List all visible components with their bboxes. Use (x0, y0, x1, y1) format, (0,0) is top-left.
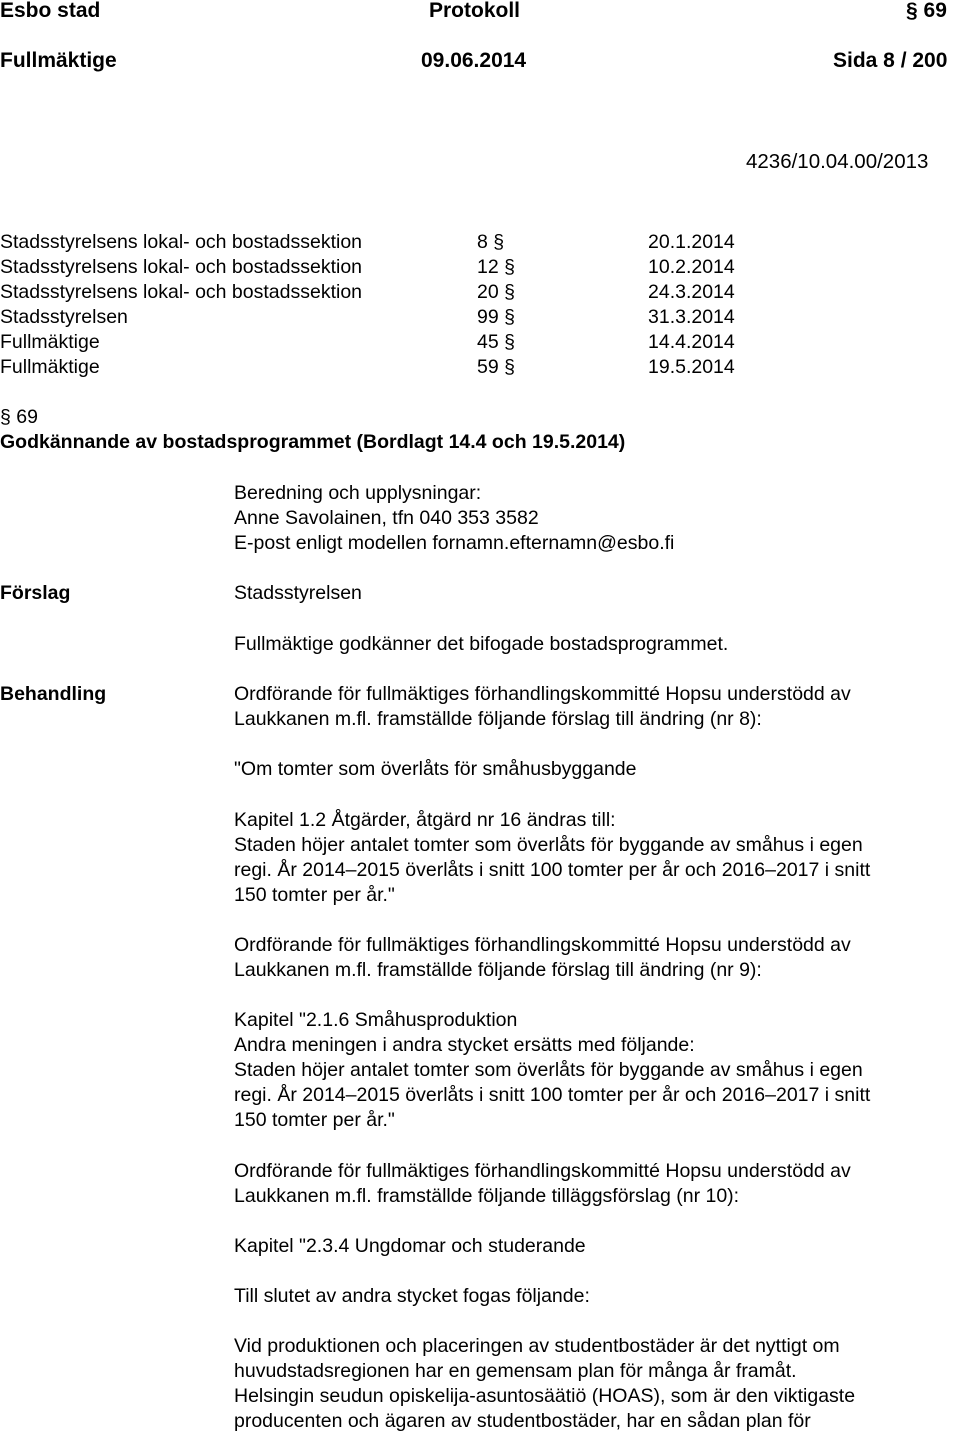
handling-line: Laukkanen m.fl. framställde följande förslag till ändring (nr 8): (234, 708, 762, 730)
doc-type: Protokoll (429, 0, 521, 22)
handling-line: Kapitel "2.3.4 Ungdomar och studerande (234, 1235, 586, 1257)
handling-line: 150 tomter per år." (234, 884, 395, 906)
handling-line: Helsingin seudun opiskelija-asuntosäätiö (HOAS), som är den viktigaste (234, 1385, 856, 1407)
reference-section: 59 § (477, 356, 515, 378)
reference-date: 24.3.2014 (648, 281, 735, 303)
handling-line: Kapitel 1.2 Åtgärder, åtgärd nr 16 ändras till: (234, 809, 616, 831)
reference-body: Fullmäktige (0, 331, 100, 353)
handling-line: regi. År 2014–2015 överlåts i snitt 100 tomter per år och 2016–2017 i snitt (234, 1084, 871, 1106)
handling-line: Andra meningen i andra stycket ersätts med följande: (234, 1034, 695, 1056)
proposal-proposer: Stadsstyrelsen (234, 582, 362, 604)
reference-section: 8 § (477, 231, 505, 253)
reference-body: Stadsstyrelsens lokal- och bostadssektion (0, 231, 363, 253)
reference-body: Stadsstyrelsens lokal- och bostadssektion (0, 281, 363, 303)
handling-line: huvudstadsregionen har en gemensam plan för många år framåt. (234, 1360, 797, 1382)
handling-line: Ordförande för fullmäktiges förhandlingskommitté Hopsu understödd av (234, 683, 851, 705)
handling-label: Behandling (0, 683, 107, 705)
org-name: Esbo stad (0, 0, 101, 22)
preparation-contact: Anne Savolainen, tfn 040 353 3582 (234, 507, 539, 529)
preparation-email: E-post enligt modellen fornamn.efternamn@esbo.fi (234, 532, 675, 554)
reference-body: Stadsstyrelsens lokal- och bostadssektion (0, 256, 363, 278)
proposal-text: Fullmäktige godkänner det bifogade bostadsprogrammet. (234, 633, 729, 655)
proposal-label: Förslag (0, 582, 71, 604)
reference-section: 45 § (477, 331, 515, 353)
reference-date: 10.2.2014 (648, 256, 735, 278)
handling-line: 150 tomter per år." (234, 1109, 395, 1131)
handling-line: Vid produktionen och placeringen av studentbostäder är det nyttigt om (234, 1335, 840, 1357)
item-title: Godkännande av bostadsprogrammet (Bordlagt 14.4 och 19.5.2014) (0, 431, 626, 453)
handling-line: "Om tomter som överlåts för småhusbyggande (234, 758, 637, 780)
handling-line: producenten och ägaren av studentbostäder, har en sådan plan för (234, 1410, 811, 1432)
case-number: 4236/10.04.00/2013 (746, 150, 929, 173)
page-number: Sida 8 / 200 (833, 49, 948, 72)
handling-line: Kapitel "2.1.6 Småhusproduktion (234, 1009, 518, 1031)
preparation-label: Beredning och upplysningar: (234, 482, 482, 504)
reference-date: 14.4.2014 (648, 331, 735, 353)
item-section: § 69 (0, 406, 38, 428)
handling-line: regi. År 2014–2015 överlåts i snitt 100 tomter per år och 2016–2017 i snitt (234, 859, 871, 881)
reference-date: 19.5.2014 (648, 356, 735, 378)
handling-line: Laukkanen m.fl. framställde följande tilläggsförslag (nr 10): (234, 1185, 740, 1207)
handling-line: Staden höjer antalet tomter som överlåts för byggande av småhus i egen (234, 834, 863, 856)
handling-line: Ordförande för fullmäktiges förhandlingskommitté Hopsu understödd av (234, 934, 851, 956)
handling-line: Staden höjer antalet tomter som överlåts för byggande av småhus i egen (234, 1059, 863, 1081)
handling-line: Ordförande för fullmäktiges förhandlingskommitté Hopsu understödd av (234, 1160, 851, 1182)
reference-section: 20 § (477, 281, 515, 303)
header-body: Fullmäktige (0, 49, 117, 72)
reference-section: 99 § (477, 306, 515, 328)
reference-section: 12 § (477, 256, 515, 278)
handling-line: Till slutet av andra stycket fogas följande: (234, 1285, 590, 1307)
handling-line: Laukkanen m.fl. framställde följande förslag till ändring (nr 9): (234, 959, 762, 981)
reference-date: 20.1.2014 (648, 231, 735, 253)
reference-date: 31.3.2014 (648, 306, 735, 328)
header-section: § 69 (906, 0, 947, 22)
header-date: 09.06.2014 (421, 49, 527, 72)
reference-body: Stadsstyrelsen (0, 306, 128, 328)
reference-body: Fullmäktige (0, 356, 100, 378)
